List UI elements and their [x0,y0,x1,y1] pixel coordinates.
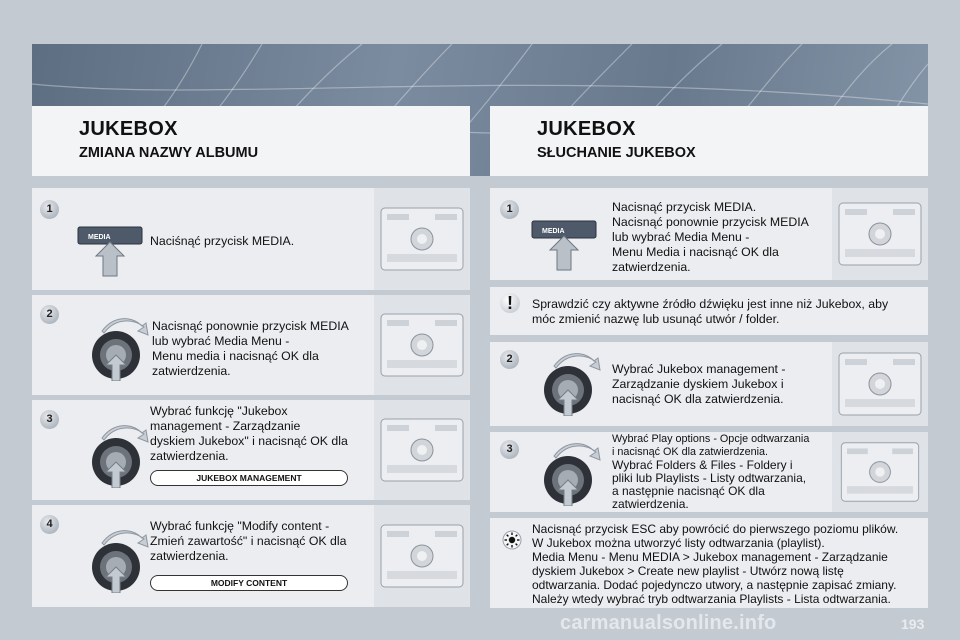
radio-panel-thumbnail [832,432,928,512]
left-step-1 [32,188,470,290]
tip-note [490,518,928,608]
page-number: 193 [901,616,925,632]
right-step-3-line-a: Wybrać Play options - Opcje odtwarzania i nacisnąć OK dla zatwierdzenia. [612,433,810,458]
right-step-2 [490,342,928,426]
watermark: carmanualsonline.info [560,612,777,634]
step-number-badge: 3 [40,410,59,429]
warning-text: Sprawdzić czy aktywne źródło dźwięku jest inne niż Jukebox, aby móc zmienić nazwę lub usunąć utwór / folder. [532,297,889,326]
modify-content-label: MODIFY CONTENT [150,575,348,591]
rotary-knob-icon [528,346,608,416]
step-number-badge: 3 [500,440,519,459]
left-step-2 [32,295,470,395]
step-number-badge: 2 [40,305,59,324]
tip-text: Nacisnąć przycisk ESC aby powrócić do pierwszego poziomu plików. W Jukebox można utworzyć listy odtwarzania (playlist). Media Menu - Menu MEDIA > Jukebox management - Zarządzanie dyskiem Jukebox > Create new playlist - Utwórz nową listę odtwarzania. Dodać pojedynczo utwory, a następnie zapisać zmiany. Należy wtedy wybrać tryb odtwarzania Playlists - Lista odtwarzania. [532,522,899,606]
radio-panel-thumbnail [374,188,470,290]
radio-panel-thumbnail [832,188,928,280]
warning-note [490,287,928,335]
step-number-badge: 1 [500,200,519,219]
lightbulb-icon [502,530,522,550]
right-step-3 [490,432,928,512]
radio-panel-thumbnail [374,505,470,607]
right-step-2-text: Wybrać Jukebox management - Zarządzanie dyskiem Jukebox i nacisnąć OK dla zatwierdzenia. [612,362,786,406]
left-title-box [32,106,470,176]
media-button-label: MEDIA [542,228,565,235]
radio-panel-thumbnail [374,295,470,395]
rotary-knob-icon [528,436,608,506]
step-number-badge: 4 [40,515,59,534]
step-1-text: Naciśnąć przycisk MEDIA. [150,234,295,248]
right-subtitle: SŁUCHANIE JUKEBOX [537,145,696,161]
step-number-badge: 1 [40,200,59,219]
jukebox-management-label: JUKEBOX MANAGEMENT [150,470,348,486]
rotary-knob-icon [76,523,156,593]
right-title: JUKEBOX [537,118,636,140]
left-step-3 [32,400,470,500]
media-button-icon [76,224,144,279]
left-subtitle: ZMIANA NAZWY ALBUMU [79,145,259,161]
right-step-1-text: Nacisnąć przycisk MEDIA. Nacisnąć ponownie przycisk MEDIA lub wybrać Media Menu - Menu Media i nacisnąć OK dla zatwierdzenia. [612,200,809,274]
right-title-box [490,106,928,176]
media-button-label: MEDIA [88,234,111,241]
rotary-knob-icon [76,311,156,381]
step-3-text: Wybrać funkcję "Jukebox management - Zarządzanie dyskiem Jukebox" i nacisnąć OK dla zatwierdzenia. [150,404,348,463]
left-title: JUKEBOX [79,118,178,140]
media-button-icon [530,218,598,273]
step-2-text: Nacisnąć ponownie przycisk MEDIA lub wybrać Media Menu - Menu media i nacisnąć OK dla zatwierdzenia. [152,319,349,378]
right-step-3-line-b: Wybrać Folders & Files - Foldery i pliki lub Playlists - Listy odtwarzania, a następnie nacisnąć OK dla zatwierdzenia. [612,458,807,511]
left-step-4 [32,505,470,607]
rotary-knob-icon [76,418,156,488]
warning-icon: ! [500,293,520,313]
step-4-text: Wybrać funkcję "Modify content - Zmień zawartość" i nacisnąć OK dla zatwierdzenia. [150,519,347,563]
radio-panel-thumbnail [832,342,928,426]
step-number-badge: 2 [500,350,519,369]
radio-panel-thumbnail [374,400,470,500]
right-step-1 [490,188,928,280]
